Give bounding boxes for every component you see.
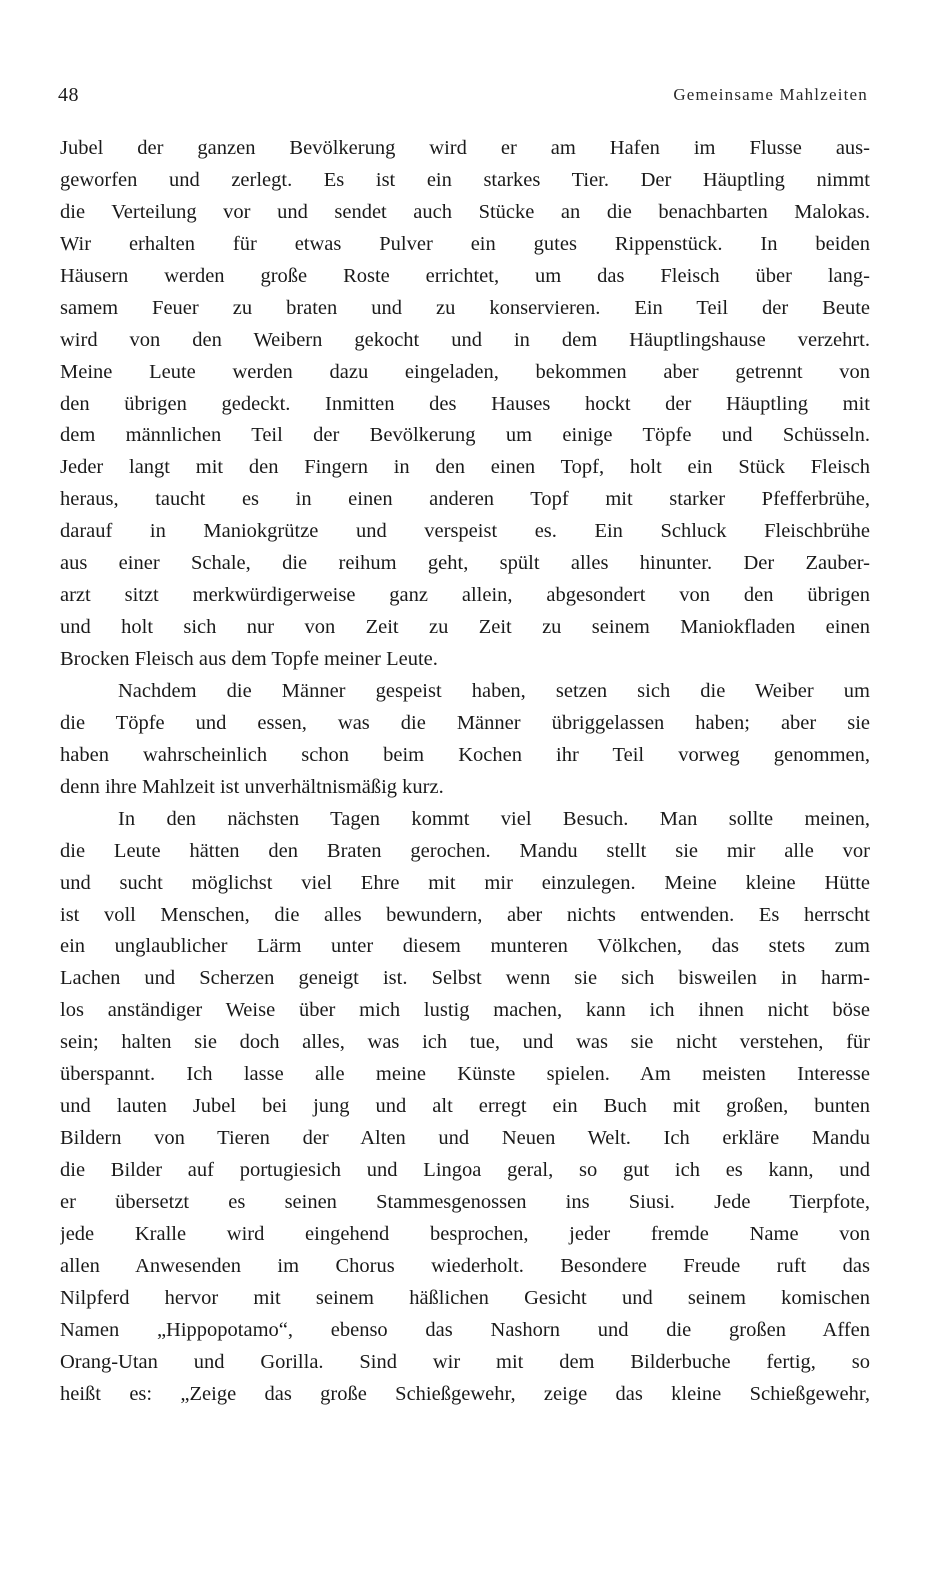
text-line: dem männlichen Teil der Bevölkerung um einige Töpfe und Schüsseln.	[60, 424, 870, 447]
text-line: Nachdem die Männer gespeist haben, setzen sich die Weiber um	[118, 679, 870, 702]
text-line: sein; halten sie doch alles, was ich tue, und was sie nicht verstehen, für	[60, 1031, 870, 1054]
text-line: haben wahrscheinlich schon beim Kochen ihr Teil vorweg genommen,	[60, 743, 870, 766]
running-head: Gemeinsame Mahlzeiten	[673, 85, 868, 104]
text-line: Brocken Fleisch aus dem Topfe meiner Leute.	[60, 648, 438, 670]
text-line: allen Anwesenden im Chorus wiederholt. Besondere Freude ruft das	[60, 1254, 870, 1277]
text-line: und sucht möglichst viel Ehre mit mir einzulegen. Meine kleine Hütte	[60, 871, 870, 894]
text-line: ein unglaublicher Lärm unter diesem munteren Völkchen, das stets zum	[60, 935, 870, 958]
text-line: ist voll Menschen, die alles bewundern, aber nichts entwenden. Es herrscht	[60, 903, 870, 926]
text-line: die Leute hätten den Braten gerochen. Mandu stellt sie mir alle vor	[60, 839, 870, 862]
text-line: und holt sich nur von Zeit zu Zeit zu seinem Maniokfladen einen	[60, 616, 870, 639]
text-line: geworfen und zerlegt. Es ist ein starkes Tier. Der Häuptling nimmt	[60, 168, 870, 191]
text-line: darauf in Maniokgrütze und verspeist es. Ein Schluck Fleischbrühe	[60, 520, 870, 543]
text-line: arzt sitzt merkwürdigerweise ganz allein, abgesondert von den übrigen	[60, 584, 870, 607]
text-line: denn ihre Mahlzeit ist unverhältnismäßig kurz.	[60, 775, 444, 798]
text-line: In den nächsten Tagen kommt viel Besuch. Man sollte meinen,	[118, 807, 870, 830]
text-line: Nilpferd hervor mit seinem häßlichen Gesicht und seinem komischen	[60, 1286, 870, 1309]
text-line: und lauten Jubel bei jung und alt erregt ein Buch mit großen, bunten	[60, 1095, 870, 1118]
text-line: die Bilder auf portugiesich und Lingoa geral, so gut ich es kann, und	[60, 1159, 870, 1181]
page-header	[58, 80, 868, 110]
text-line: los anständiger Weise über mich lustig machen, kann ich ihnen nicht böse	[60, 999, 870, 1022]
text-line: überspannt. Ich lasse alle meine Künste spielen. Am meisten Interesse	[60, 1063, 870, 1086]
body-text	[60, 133, 870, 1411]
text-line: die Verteilung vor und sendet auch Stücke an die benachbarten Malokas.	[60, 200, 870, 223]
text-line: Häusern werden große Roste errichtet, um das Fleisch über lang-	[60, 264, 870, 287]
text-line: Wir erhalten für etwas Pulver ein gutes Rippenstück. In beiden	[60, 232, 870, 255]
text-line: die Töpfe und essen, was die Männer übriggelassen haben; aber sie	[60, 711, 870, 734]
text-line: heraus, taucht es in einen anderen Topf mit starker Pfefferbrühe,	[60, 488, 870, 511]
text-line: Meine Leute werden dazu eingeladen, bekommen aber getrennt von	[60, 360, 870, 383]
text-line: Lachen und Scherzen geneigt ist. Selbst wenn sie sich bisweilen in harm-	[60, 967, 870, 990]
text-line: er übersetzt es seinen Stammesgenossen ins Siusi. Jede Tierpfote,	[60, 1190, 870, 1213]
text-line: Orang-Utan und Gorilla. Sind wir mit dem Bilderbuche fertig, so	[60, 1350, 870, 1373]
text-line: aus einer Schale, die reihum geht, spült alles hinunter. Der Zauber-	[60, 552, 870, 575]
text-line: heißt es: „Zeige das große Schießgewehr, zeige das kleine Schießgewehr,	[60, 1382, 870, 1405]
text-line: Jeder langt mit den Fingern in den einen Topf, holt ein Stück Fleisch	[60, 456, 870, 479]
text-line: Bildern von Tieren der Alten und Neuen Welt. Ich erkläre Mandu	[60, 1127, 870, 1150]
text-line: samem Feuer zu braten und zu konservieren. Ein Teil der Beute	[60, 296, 870, 319]
text-line: jede Kralle wird eingehend besprochen, jeder fremde Name von	[60, 1222, 870, 1245]
text-line: Namen „Hippopotamo“, ebenso das Nashorn und die großen Affen	[60, 1318, 870, 1341]
text-line: den übrigen gedeckt. Inmitten des Hauses hockt der Häuptling mit	[60, 392, 870, 415]
text-line: wird von den Weibern gekocht und in dem Häuptlingshause verzehrt.	[60, 328, 870, 351]
page-number: 48	[58, 84, 79, 106]
text-line: Jubel der ganzen Bevölkerung wird er am Hafen im Flusse aus-	[60, 137, 870, 159]
